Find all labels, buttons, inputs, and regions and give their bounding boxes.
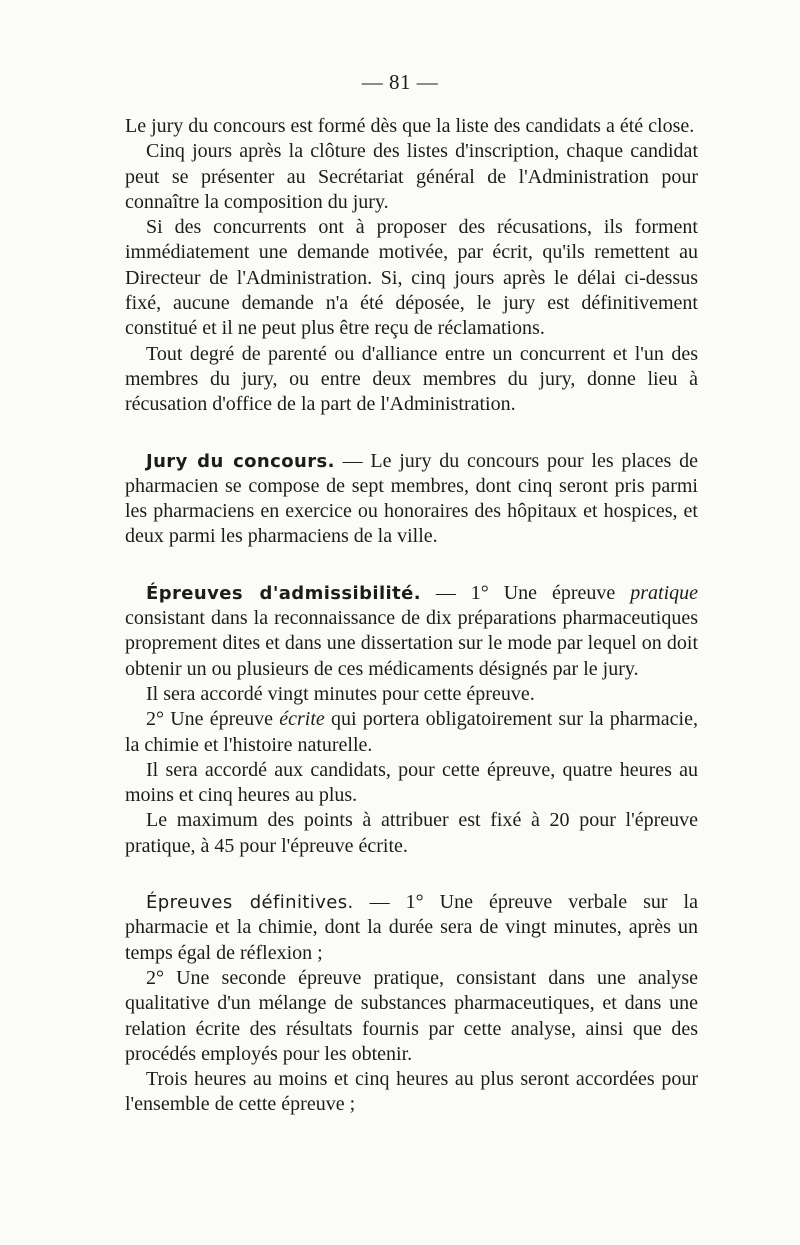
italic-term: pratique [630,581,699,604]
paragraph: Le jury du concours est formé dès que la liste des candidats a été close. [125,115,695,137]
paragraph: Il sera accordé aux candidats, pour cette épreuve, quatre heures au moins et cinq heures au plus. [125,758,698,807]
paragraph: Cinq jours après la clôture des listes d'inscription, chaque candidat peut se présenter au Secrétariat général de l'Administration pour connaître la composition du jury. [125,140,698,213]
section-heading: Épreuves définitives. [146,892,354,914]
paragraph-text: 2° Une épreuve [146,708,280,731]
paragraph [125,890,698,966]
body-text [125,114,698,1118]
paragraph [125,449,698,550]
section-intro [125,114,698,418]
paragraph-text: — 1° Une épreuve [420,581,631,604]
paragraph: Tout degré de parenté ou d'alliance entre un concurrent et l'un des membres du jury, ou entre deux membres du jury, donne lieu à récusation d'office de la part de l'Administration. [125,342,698,416]
section-jury [125,449,698,550]
paragraph-text: qui portera obligatoirement sur la pharmacie, la chimie et l'histoire naturelle. [125,708,698,756]
paragraph: Si des concurrents ont à proposer des récusations, ils forment immédiatement une demande motivée, par écrit, qu'ils remettent au Directeur de l'Administration. Si, cinq jours après le délai ci-dessus fixé, aucune demande n'a été déposée, le jury est définitivement constitué et il ne peut plus être reçu de réclamations. [125,216,698,340]
section-admissibilite [125,581,698,859]
section-heading: Jury du concours. [146,450,335,472]
paragraph [125,581,698,682]
paragraph: Trois heures au moins et cinq heures au plus seront accordées pour l'ensemble de cette épreuve ; [125,1068,698,1116]
paragraph: Il sera accordé vingt minutes pour cette épreuve. [146,682,535,705]
paragraph [125,707,698,758]
paragraph: Le maximum des points à attribuer est fixé à 20 pour l'épreuve pratique, à 45 pour l'épreuve écrite. [125,809,698,857]
paragraph: 2° Une seconde épreuve pratique, consistant dans une analyse qualitative d'un mélange de substances pharmaceutiques, et dans une relation écrite des résultats fournis par cette analyse, ainsi que des procédés employés pour les obtenir. [125,966,698,1065]
paragraph-text: consistant dans la reconnaissance de dix préparations pharmaceutiques proprement dites et dans une dissertation sur le mode par lequel on doit obtenir un ou plusieurs de ces médicaments désignés par le jury. [125,607,698,680]
page-number: — 81 — [361,70,439,94]
paragraph-text: — 1° Une épreuve verbale sur la pharmacie et la chimie, dont la durée sera de vingt minutes, après un temps égal de réflexion ; [125,891,698,964]
paragraph-text: — Le jury du concours pour les places de pharmacien se compose de sept membres, dont cinq seront pris parmi les pharmaciens en exercice ou honoraires des hôpitaux et hospices, et deux parmi les pharmaciens de la ville. [125,449,698,548]
italic-term: écrite [279,708,325,731]
section-definitives [125,890,698,1118]
section-heading: Épreuves d'admissibilité. [146,582,421,604]
